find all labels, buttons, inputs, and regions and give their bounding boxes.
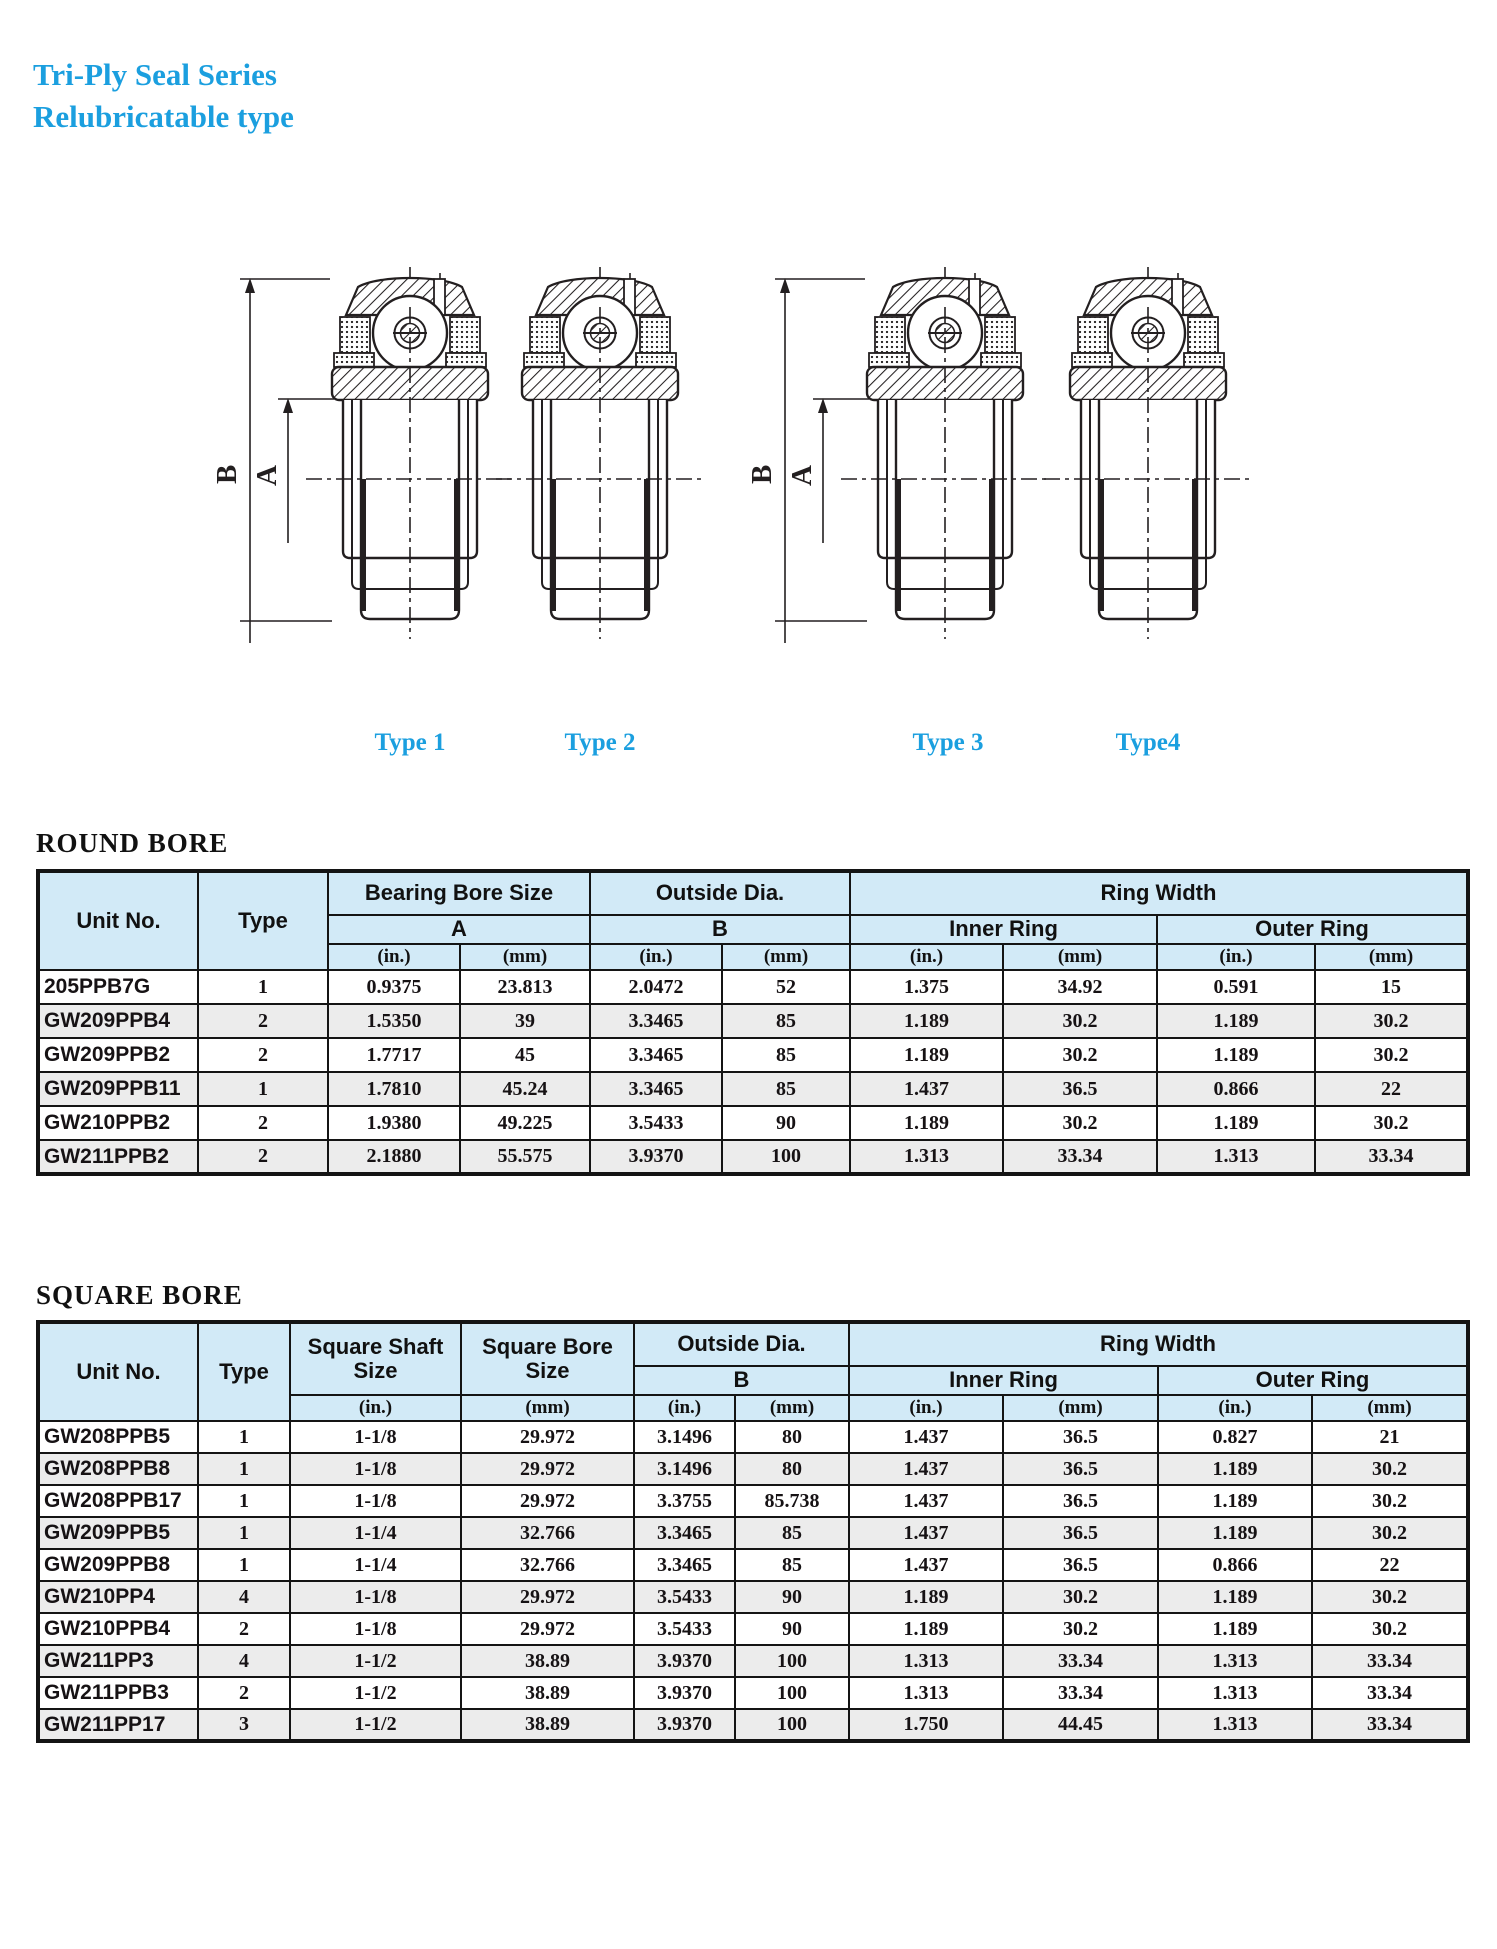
value-cell: 85 <box>722 1004 850 1038</box>
value-cell: 36.5 <box>1003 1549 1158 1581</box>
table-row <box>38 1038 1468 1072</box>
value-cell: 33.34 <box>1312 1645 1468 1677</box>
value-cell: 1.189 <box>1157 1106 1315 1140</box>
column-header: Bearing Bore Size <box>328 871 590 915</box>
unit-header: (mm) <box>1312 1395 1468 1421</box>
unit-header: (mm) <box>1003 944 1157 970</box>
value-cell: 1 <box>198 1549 290 1581</box>
value-cell: 29.972 <box>461 1421 634 1453</box>
column-header: Type <box>198 871 328 970</box>
value-cell: 36.5 <box>1003 1453 1158 1485</box>
value-cell: 1.189 <box>1158 1517 1312 1549</box>
dimension-label-b-left: B <box>211 464 243 484</box>
value-cell: 3.9370 <box>634 1645 735 1677</box>
value-cell: 1.375 <box>850 970 1003 1004</box>
value-cell: 0.866 <box>1158 1549 1312 1581</box>
unit-no-cell: GW208PPB8 <box>38 1453 198 1485</box>
value-cell: 1.7717 <box>328 1038 460 1072</box>
unit-header: (mm) <box>1003 1395 1158 1421</box>
value-cell: 36.5 <box>1003 1072 1157 1106</box>
value-cell: 1.189 <box>849 1613 1003 1645</box>
unit-header: (in.) <box>849 1395 1003 1421</box>
value-cell: 1.313 <box>849 1677 1003 1709</box>
value-cell: 1 <box>198 1453 290 1485</box>
value-cell: 22 <box>1312 1549 1468 1581</box>
value-cell: 44.45 <box>1003 1709 1158 1741</box>
bearing-diagram <box>140 198 1310 783</box>
value-cell: 1-1/8 <box>290 1421 461 1453</box>
round-bore-table <box>36 869 1470 1176</box>
dimension-lines-right <box>746 278 869 643</box>
value-cell: 30.2 <box>1312 1453 1468 1485</box>
value-cell: 2 <box>198 1106 328 1140</box>
value-cell: 52 <box>722 970 850 1004</box>
value-cell: 85 <box>735 1549 849 1581</box>
value-cell: 1.437 <box>850 1072 1003 1106</box>
column-header: Outside Dia. <box>590 871 850 915</box>
value-cell: 1.437 <box>849 1421 1003 1453</box>
column-header: Ring Width <box>850 871 1468 915</box>
value-cell: 1-1/8 <box>290 1485 461 1517</box>
unit-no-cell: GW210PP4 <box>38 1581 198 1613</box>
value-cell: 49.225 <box>460 1106 590 1140</box>
value-cell: 30.2 <box>1312 1485 1468 1517</box>
value-cell: 38.89 <box>461 1645 634 1677</box>
value-cell: 3.5433 <box>634 1581 735 1613</box>
table-row <box>38 1140 1468 1174</box>
value-cell: 1.313 <box>1158 1645 1312 1677</box>
value-cell: 3.9370 <box>634 1677 735 1709</box>
value-cell: 38.89 <box>461 1709 634 1741</box>
unit-header: (mm) <box>460 944 590 970</box>
column-subheader: Outer Ring <box>1157 915 1468 944</box>
unit-no-cell: GW208PPB5 <box>38 1421 198 1453</box>
table-row <box>38 1709 1468 1741</box>
round-bore-section-title: ROUND BORE <box>36 828 229 858</box>
value-cell: 1.7810 <box>328 1072 460 1106</box>
column-subheader: B <box>634 1366 849 1395</box>
value-cell: 1-1/4 <box>290 1549 461 1581</box>
table-row <box>38 1581 1468 1613</box>
value-cell: 33.34 <box>1315 1140 1468 1174</box>
value-cell: 3.3465 <box>590 1038 722 1072</box>
value-cell: 34.92 <box>1003 970 1157 1004</box>
unit-no-cell: GW211PPB2 <box>38 1140 198 1174</box>
unit-no-cell: GW209PPB5 <box>38 1517 198 1549</box>
value-cell: 1-1/2 <box>290 1677 461 1709</box>
value-cell: 85 <box>722 1072 850 1106</box>
value-cell: 39 <box>460 1004 590 1038</box>
value-cell: 1.189 <box>850 1004 1003 1038</box>
unit-no-cell: GW211PP3 <box>38 1645 198 1677</box>
type-4-label: Type4 <box>1115 729 1181 756</box>
table-row <box>38 1421 1468 1453</box>
value-cell: 36.5 <box>1003 1517 1158 1549</box>
unit-no-cell: GW209PPB8 <box>38 1549 198 1581</box>
value-cell: 1.313 <box>1158 1709 1312 1741</box>
value-cell: 1.189 <box>1158 1485 1312 1517</box>
column-subheader: A <box>328 915 590 944</box>
value-cell: 90 <box>735 1613 849 1645</box>
value-cell: 3.1496 <box>634 1421 735 1453</box>
value-cell: 1.437 <box>849 1549 1003 1581</box>
value-cell: 3 <box>198 1709 290 1741</box>
value-cell: 1-1/4 <box>290 1517 461 1549</box>
unit-header: (in.) <box>1158 1395 1312 1421</box>
value-cell: 1.189 <box>1158 1453 1312 1485</box>
value-cell: 85 <box>722 1038 850 1072</box>
value-cell: 3.9370 <box>634 1709 735 1741</box>
unit-no-cell: GW208PPB17 <box>38 1485 198 1517</box>
table-row <box>38 1549 1468 1581</box>
value-cell: 29.972 <box>461 1581 634 1613</box>
value-cell: 85.738 <box>735 1485 849 1517</box>
unit-header: (in.) <box>590 944 722 970</box>
value-cell: 30.2 <box>1003 1613 1158 1645</box>
page-title-line2: Relubricatable type <box>33 99 294 134</box>
value-cell: 1.437 <box>849 1517 1003 1549</box>
table-row <box>38 1485 1468 1517</box>
table-row <box>38 1613 1468 1645</box>
value-cell: 1.313 <box>850 1140 1003 1174</box>
value-cell: 1.437 <box>849 1485 1003 1517</box>
value-cell: 3.9370 <box>590 1140 722 1174</box>
value-cell: 3.5433 <box>590 1106 722 1140</box>
value-cell: 1 <box>198 970 328 1004</box>
column-header: Ring Width <box>849 1322 1468 1366</box>
value-cell: 1.189 <box>850 1106 1003 1140</box>
value-cell: 3.3465 <box>634 1549 735 1581</box>
value-cell: 36.5 <box>1003 1485 1158 1517</box>
value-cell: 30.2 <box>1003 1004 1157 1038</box>
unit-header: (mm) <box>722 944 850 970</box>
value-cell: 2.1880 <box>328 1140 460 1174</box>
value-cell: 1.189 <box>849 1581 1003 1613</box>
column-header: Square Shaft Size <box>290 1322 461 1395</box>
type-2-label: Type 2 <box>564 729 636 756</box>
unit-header: (in.) <box>290 1395 461 1421</box>
value-cell: 90 <box>722 1106 850 1140</box>
value-cell: 1.9380 <box>328 1106 460 1140</box>
value-cell: 1.5350 <box>328 1004 460 1038</box>
value-cell: 1-1/2 <box>290 1645 461 1677</box>
value-cell: 1.313 <box>849 1645 1003 1677</box>
value-cell: 29.972 <box>461 1485 634 1517</box>
value-cell: 3.3465 <box>590 1072 722 1106</box>
value-cell: 3.3755 <box>634 1485 735 1517</box>
unit-header: (mm) <box>461 1395 634 1421</box>
value-cell: 2 <box>198 1004 328 1038</box>
value-cell: 30.2 <box>1003 1106 1157 1140</box>
page-title <box>33 54 294 138</box>
value-cell: 33.34 <box>1003 1645 1158 1677</box>
value-cell: 80 <box>735 1421 849 1453</box>
value-cell: 0.591 <box>1157 970 1315 1004</box>
value-cell: 1.189 <box>850 1038 1003 1072</box>
value-cell: 2 <box>198 1038 328 1072</box>
value-cell: 45.24 <box>460 1072 590 1106</box>
value-cell: 33.34 <box>1003 1677 1158 1709</box>
value-cell: 15 <box>1315 970 1468 1004</box>
value-cell: 3.5433 <box>634 1613 735 1645</box>
square-bore-section-title: SQUARE BORE <box>36 1280 243 1310</box>
value-cell: 100 <box>735 1645 849 1677</box>
square-bore-table <box>36 1320 1470 1743</box>
value-cell: 0.9375 <box>328 970 460 1004</box>
page-title-line1: Tri-Ply Seal Series <box>33 57 277 92</box>
table-row <box>38 1677 1468 1709</box>
value-cell: 30.2 <box>1315 1004 1468 1038</box>
value-cell: 1 <box>198 1485 290 1517</box>
column-header: Square Bore Size <box>461 1322 634 1395</box>
value-cell: 100 <box>722 1140 850 1174</box>
value-cell: 0.866 <box>1157 1072 1315 1106</box>
table-row <box>38 1517 1468 1549</box>
unit-header: (mm) <box>1315 944 1468 970</box>
dimension-label-a-left: A <box>251 465 283 486</box>
value-cell: 2 <box>198 1613 290 1645</box>
value-cell: 30.2 <box>1312 1581 1468 1613</box>
value-cell: 1-1/8 <box>290 1581 461 1613</box>
value-cell: 1 <box>198 1072 328 1106</box>
value-cell: 2 <box>198 1677 290 1709</box>
value-cell: 30.2 <box>1315 1106 1468 1140</box>
column-header: Outside Dia. <box>634 1322 849 1366</box>
value-cell: 21 <box>1312 1421 1468 1453</box>
value-cell: 45 <box>460 1038 590 1072</box>
value-cell: 90 <box>735 1581 849 1613</box>
value-cell: 100 <box>735 1677 849 1709</box>
value-cell: 33.34 <box>1312 1709 1468 1741</box>
value-cell: 4 <box>198 1645 290 1677</box>
value-cell: 1.437 <box>849 1453 1003 1485</box>
unit-no-cell: 205PPB7G <box>38 970 198 1004</box>
unit-no-cell: GW209PPB2 <box>38 1038 198 1072</box>
value-cell: 1-1/8 <box>290 1613 461 1645</box>
table-row <box>38 1072 1468 1106</box>
value-cell: 1.189 <box>1157 1038 1315 1072</box>
value-cell: 80 <box>735 1453 849 1485</box>
column-subheader: Outer Ring <box>1158 1366 1468 1395</box>
value-cell: 22 <box>1315 1072 1468 1106</box>
dimension-lines-left <box>211 278 334 643</box>
type-3-label: Type 3 <box>912 729 984 756</box>
value-cell: 36.5 <box>1003 1421 1158 1453</box>
value-cell: 3.1496 <box>634 1453 735 1485</box>
value-cell: 29.972 <box>461 1453 634 1485</box>
value-cell: 85 <box>735 1517 849 1549</box>
value-cell: 30.2 <box>1003 1581 1158 1613</box>
value-cell: 1.313 <box>1157 1140 1315 1174</box>
value-cell: 2 <box>198 1140 328 1174</box>
value-cell: 1.189 <box>1158 1581 1312 1613</box>
unit-no-cell: GW210PPB2 <box>38 1106 198 1140</box>
type-1-label: Type 1 <box>374 729 446 756</box>
value-cell: 0.827 <box>1158 1421 1312 1453</box>
unit-no-cell: GW209PPB11 <box>38 1072 198 1106</box>
unit-header: (in.) <box>328 944 460 970</box>
column-subheader: Inner Ring <box>850 915 1157 944</box>
unit-no-cell: GW209PPB4 <box>38 1004 198 1038</box>
column-subheader: Inner Ring <box>849 1366 1158 1395</box>
value-cell: 1.189 <box>1157 1004 1315 1038</box>
unit-header: (in.) <box>634 1395 735 1421</box>
value-cell: 33.34 <box>1003 1140 1157 1174</box>
table-row <box>38 1004 1468 1038</box>
value-cell: 100 <box>735 1709 849 1741</box>
value-cell: 32.766 <box>461 1549 634 1581</box>
table-row <box>38 1106 1468 1140</box>
value-cell: 32.766 <box>461 1517 634 1549</box>
unit-header: (in.) <box>850 944 1003 970</box>
column-header: Type <box>198 1322 290 1421</box>
value-cell: 23.813 <box>460 970 590 1004</box>
value-cell: 1 <box>198 1421 290 1453</box>
dimension-label-a-right: A <box>786 465 818 486</box>
unit-no-cell: GW210PPB4 <box>38 1613 198 1645</box>
value-cell: 3.3465 <box>634 1517 735 1549</box>
dimension-label-b-right: B <box>746 464 778 484</box>
column-header: Unit No. <box>38 871 198 970</box>
unit-header: (mm) <box>735 1395 849 1421</box>
value-cell: 1 <box>198 1517 290 1549</box>
column-subheader: B <box>590 915 850 944</box>
value-cell: 1.189 <box>1158 1613 1312 1645</box>
value-cell: 4 <box>198 1581 290 1613</box>
value-cell: 33.34 <box>1312 1677 1468 1709</box>
value-cell: 1.313 <box>1158 1677 1312 1709</box>
value-cell: 2.0472 <box>590 970 722 1004</box>
value-cell: 1-1/2 <box>290 1709 461 1741</box>
unit-header: (in.) <box>1157 944 1315 970</box>
value-cell: 55.575 <box>460 1140 590 1174</box>
value-cell: 1.750 <box>849 1709 1003 1741</box>
value-cell: 38.89 <box>461 1677 634 1709</box>
table-row <box>38 970 1468 1004</box>
value-cell: 30.2 <box>1003 1038 1157 1072</box>
unit-no-cell: GW211PPB3 <box>38 1677 198 1709</box>
column-header: Unit No. <box>38 1322 198 1421</box>
value-cell: 30.2 <box>1315 1038 1468 1072</box>
value-cell: 1-1/8 <box>290 1453 461 1485</box>
table-row <box>38 1645 1468 1677</box>
value-cell: 29.972 <box>461 1613 634 1645</box>
value-cell: 30.2 <box>1312 1613 1468 1645</box>
value-cell: 3.3465 <box>590 1004 722 1038</box>
value-cell: 30.2 <box>1312 1517 1468 1549</box>
unit-no-cell: GW211PP17 <box>38 1709 198 1741</box>
table-row <box>38 1453 1468 1485</box>
